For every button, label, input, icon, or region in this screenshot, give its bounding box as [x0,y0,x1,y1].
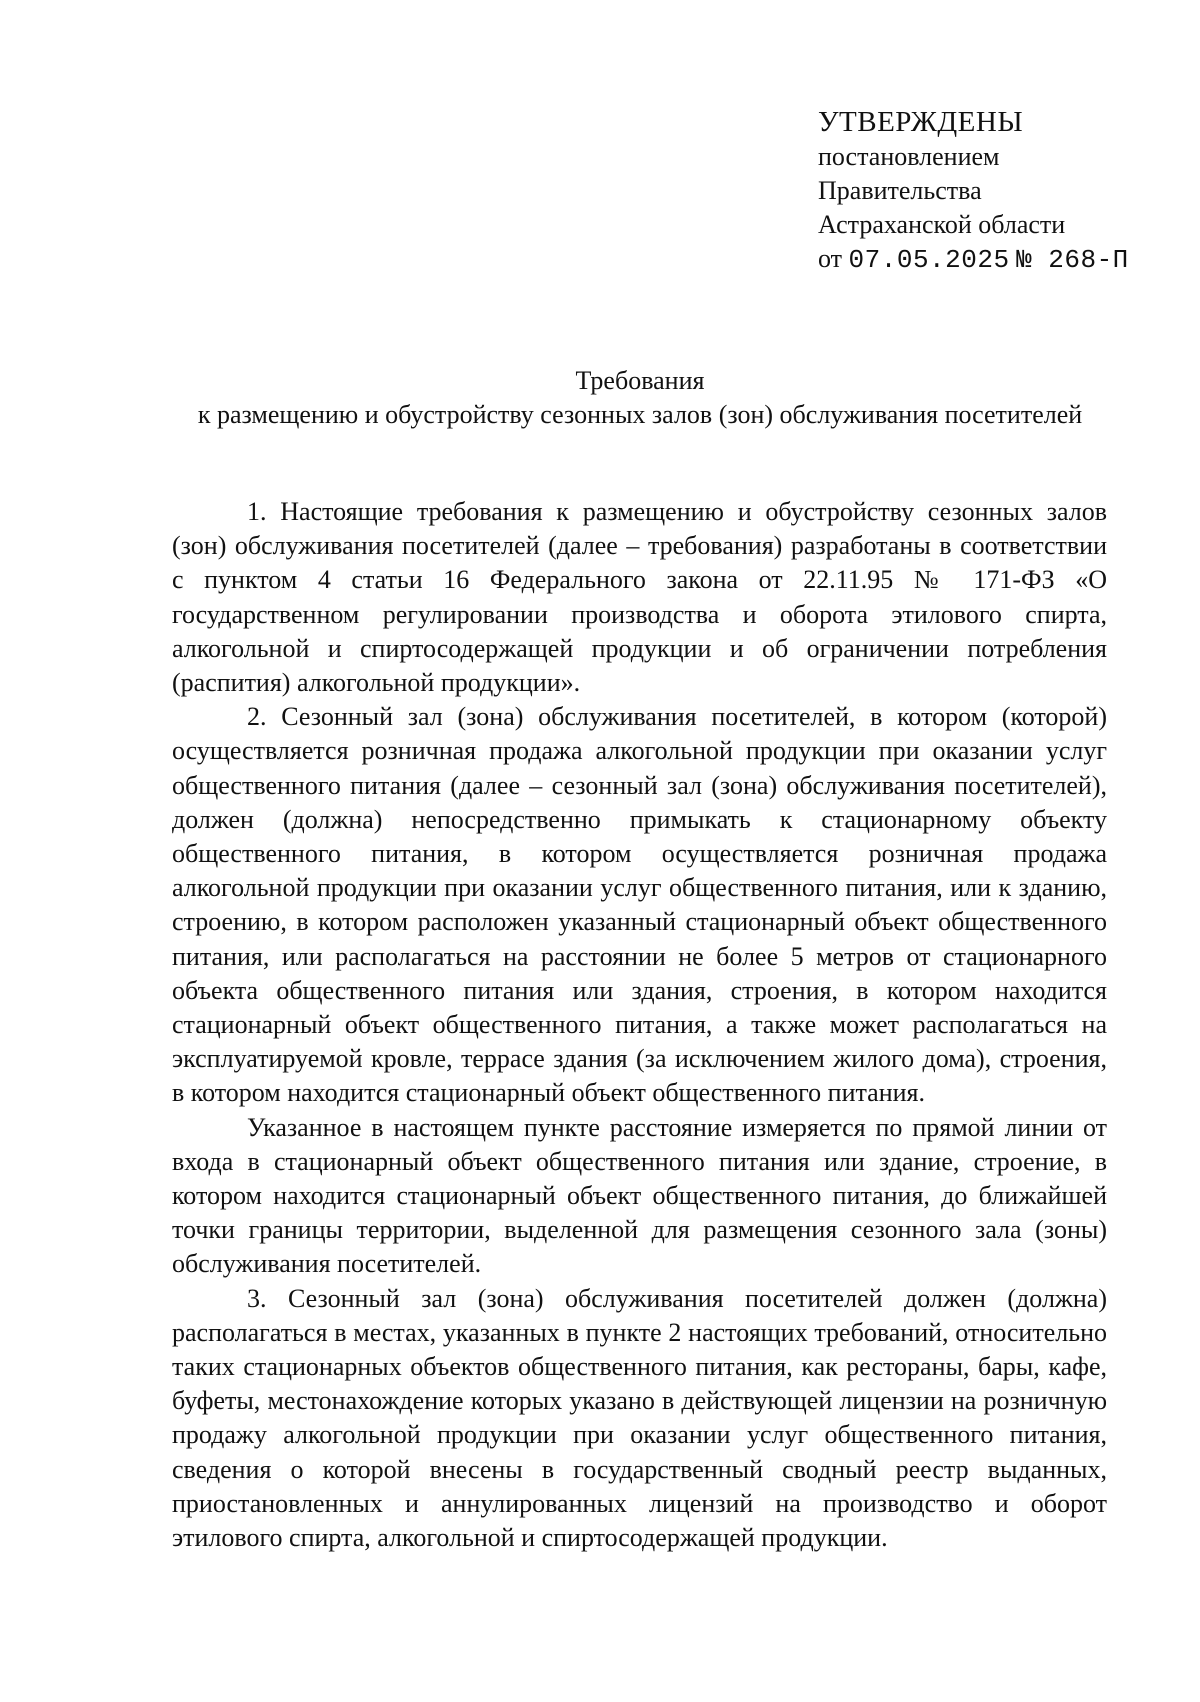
approval-date: 07.05.2025 [848,245,1010,275]
approval-block [818,104,1188,277]
approval-date-line [818,242,1188,277]
approval-heading: УТВЕРЖДЕНЫ [818,106,1024,138]
approval-number: № 268-П [1016,245,1129,275]
approval-line-region: Астраханской области [818,210,1066,239]
title-line-1: Требования [575,366,705,395]
title-line-2: к размещению и обустройству сезонных залов (зон) обслуживания посетителей [197,400,1083,429]
document-title [150,364,1130,432]
approval-line-resolution: постановлением [818,142,1000,171]
paragraph-1: 1. Настоящие требования к размещению и обустройству сезонных залов (зон) обслуживания посетителей (далее – требования) разработаны в соответствии с пунктом 4 статьи 16 Федерального закона от 22.11.95 № 171-ФЗ «О государственном регулировании производства и оборота этилового спирта, алкогольной и спиртосодержащей продукции и об ограничении потребления (распития) алкогольной продукции». [172,497,1107,698]
paragraph-3: 3. Сезонный зал (зона) обслуживания посетителей должен (должна) располагаться в местах, указанных в пункте 2 настоящих требований, относительно таких стационарных объектов общественного питания, как рестораны, бары, кафе, буфеты, местонахождение которых указано в действующей лицензии на розничную продажу алкогольной продукции при оказании услуг общественного питания, сведения о которой внесены в государственный сводный реестр выданных, приостановленных и аннулированных лицензий на производство и оборот этилового спирта, алкогольной и спиртосодержащей продукции. [172,1283,1107,1553]
approval-date-prefix: от [818,244,843,273]
paragraph-2: 2. Сезонный зал (зона) обслуживания посетителей, в котором (которой) осуществляется розничная продажа алкогольной продукции при оказании услуг общественного питания (далее – сезонный зал (зона) обслуживания посетителей), должен (должна) непосредственно примыкать к стационарному объекту общественного питания, в котором осуществляется розничная продажа алкогольной продукции при оказании услуг общественного питания, или к зданию, строению, в котором расположен указанный стационарный объект общественного питания, или располагаться на расстоянии не более 5 метров от стационарного объекта общественного питания или здания, строения, в котором находится стационарный объект общественного питания, а также может располагаться на эксплуатируемой кровле, террасе здания (за исключением жилого дома), строения, в котором находится стационарный объект общественного питания. [172,702,1107,1108]
approval-line-government: Правительства [818,176,982,205]
document-body [172,495,1107,1555]
paragraph-2-continued: Указанное в настоящем пункте расстояние измеряется по прямой линии от входа в стационарный объект общественного питания или здание, строение, в котором находится стационарный объект общественного питания, до ближайшей точки границы территории, выделенной для размещения сезонного зала (зоны) обслуживания посетителей. [172,1112,1107,1279]
